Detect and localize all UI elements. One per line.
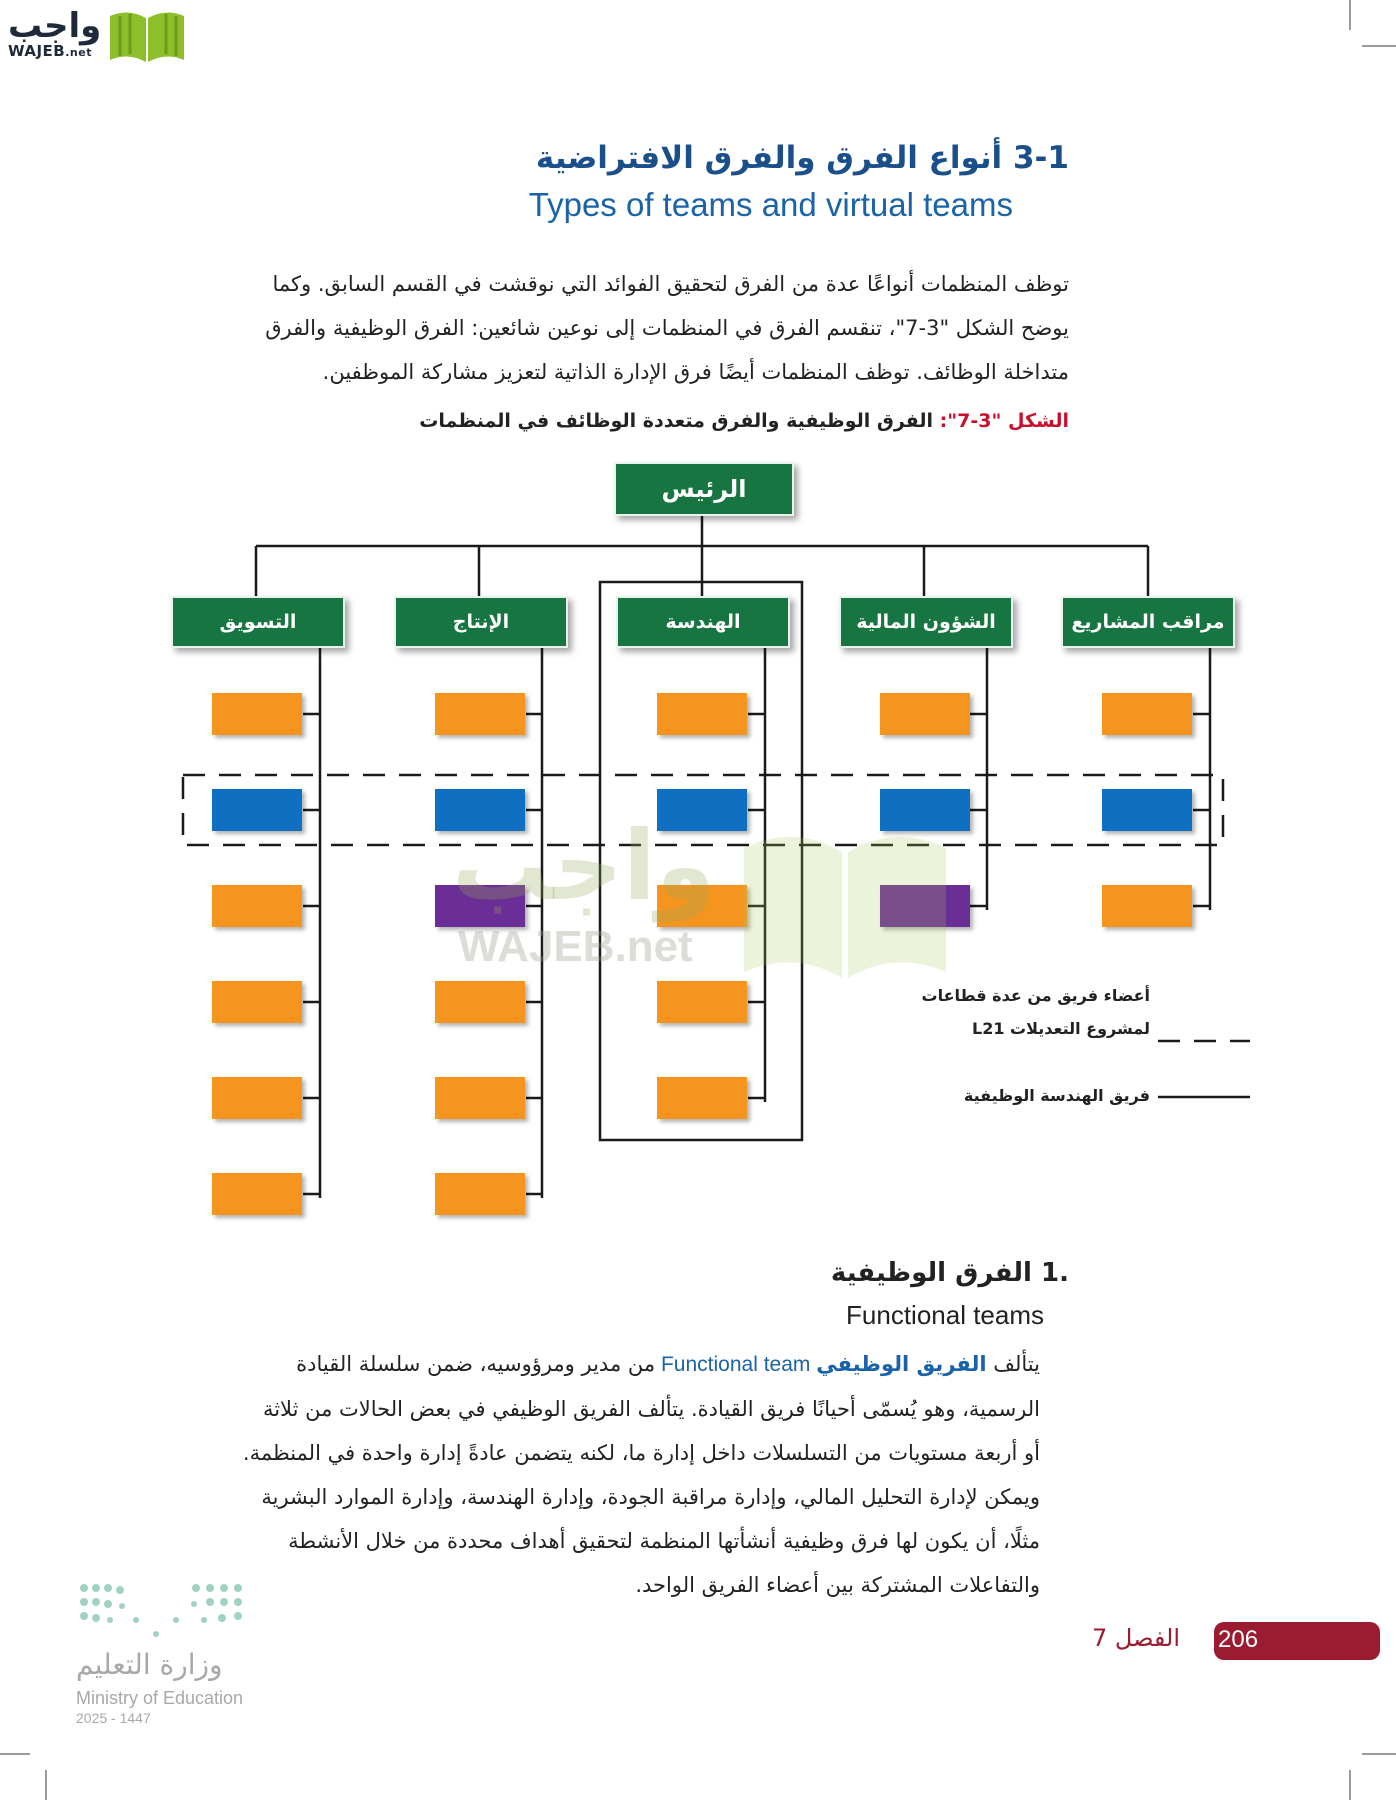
team-member-block <box>212 981 302 1023</box>
team-member-block <box>435 981 525 1023</box>
paragraph-line-post: من مدير ومرؤوسيه، ضمن سلسلة القيادة <box>296 1352 656 1376</box>
paragraph-line: ويمكن لإدارة التحليل المالي، وإدارة مراقبة الجودة، وإدارة الهندسة، وإدارة الموارد البشرية <box>261 1485 1040 1509</box>
legend-cross-line2: لمشروع التعديلات L21 <box>972 1019 1150 1038</box>
legend-functional: فريق الهندسة الوظيفية <box>963 1086 1150 1105</box>
team-member-block <box>1102 885 1192 927</box>
chapter-label: الفصل 7 <box>1092 1624 1181 1652</box>
paragraph-line <box>160 1342 1040 1387</box>
dept-engineering: الهندسة <box>616 596 790 648</box>
watermark-text-en: WAJEB.net <box>458 922 693 971</box>
section-title-en: Types of teams and virtual teams <box>528 186 1013 223</box>
ministry-year: 2025 - 1447 <box>76 1710 151 1726</box>
watermark-text-ar: واجب <box>452 810 716 922</box>
functional-teams-paragraph <box>160 1342 1040 1607</box>
section-title-ar: 3-1 أنواع الفرق والفرق الافتراضية <box>535 140 1069 176</box>
team-member-block <box>212 693 302 735</box>
logo-text-ar: واجب <box>8 6 102 46</box>
paragraph-line: مثلًا، أن يكون لها فرق وظيفية أنشأتها المنظمة لتحقيق أهداف محددة من خلال الأنشطة <box>288 1529 1040 1553</box>
paragraph-line: الرسمية، وهو يُسمّى أحيانًا فريق القيادة. يتألف الفريق الوظيفي في بعض الحالات من ثلاثة <box>262 1397 1040 1421</box>
figure-caption-text: الفرق الوظيفية والفرق متعددة الوظائف في المنظمات <box>419 410 940 432</box>
team-member-block <box>435 693 525 735</box>
team-member-block <box>657 981 747 1023</box>
paragraph-line: والتفاعلات المشتركة بين أعضاء الفريق الواحد. <box>635 1573 1040 1597</box>
team-member-block <box>1102 693 1192 735</box>
watermark-book-icon <box>740 818 950 984</box>
figure-caption-label: الشكل "3-7": <box>939 410 1069 432</box>
subsection-title-ar: .1 الفرق الوظيفية <box>830 1258 1069 1288</box>
subsection-title-en: Functional teams <box>846 1300 1044 1330</box>
paragraph-line-pre: يتألف <box>986 1352 1040 1376</box>
intro-line: متداخلة الوظائف. توظف المنظمات أيضًا فرق الإدارة الذاتية لتعزيز مشاركة الموظفين. <box>322 360 1069 384</box>
term-en: Functional team <box>655 1353 817 1376</box>
ministry-name-ar: وزارة التعليم <box>76 1648 223 1681</box>
legend-cross-functional <box>921 986 1150 1038</box>
dept-marketing: التسويق <box>171 596 345 648</box>
team-member-block <box>212 885 302 927</box>
legend-cross-line1: أعضاء فريق من عدة قطاعات <box>921 986 1150 1005</box>
dept-project-controller: مراقب المشاريع <box>1061 596 1235 648</box>
dept-finance: الشؤون المالية <box>839 596 1013 648</box>
term-ar: الفريق الوظيفي <box>816 1352 987 1376</box>
team-member-block <box>435 1173 525 1215</box>
team-member-block <box>657 693 747 735</box>
ministry-name-en: Ministry of Education <box>76 1688 244 1708</box>
ministry-logo-icon <box>76 1580 248 1640</box>
cross-team-member-block <box>1102 789 1192 831</box>
team-member-block <box>212 1077 302 1119</box>
intro-line: توظف المنظمات أنواعًا عدة من الفرق لتحقيق الفوائد التي نوقشت في القسم السابق. وكما <box>272 272 1069 296</box>
paragraph-line: أو أربعة مستويات من التسلسلات داخل إدارة ما، لكنه يتضمن عادةً إدارة واحدة في المنظمة. <box>242 1441 1040 1465</box>
logo-en-main: WAJEB <box>8 42 66 60</box>
dept-production: الإنتاج <box>394 596 568 648</box>
team-member-block <box>657 1077 747 1119</box>
team-member-block <box>212 1173 302 1215</box>
chief-box: الرئيس <box>614 462 794 516</box>
team-member-block <box>435 1077 525 1119</box>
intro-line: يوضح الشكل "3-7"، تنقسم الفرق في المنظمات إلى نوعين شائعين: الفرق الوظيفية والفرق <box>265 316 1069 340</box>
page-number: 206 <box>1218 1626 1259 1653</box>
cross-team-member-block <box>212 789 302 831</box>
team-member-block <box>880 693 970 735</box>
logo-en-suffix: .net <box>65 46 92 59</box>
